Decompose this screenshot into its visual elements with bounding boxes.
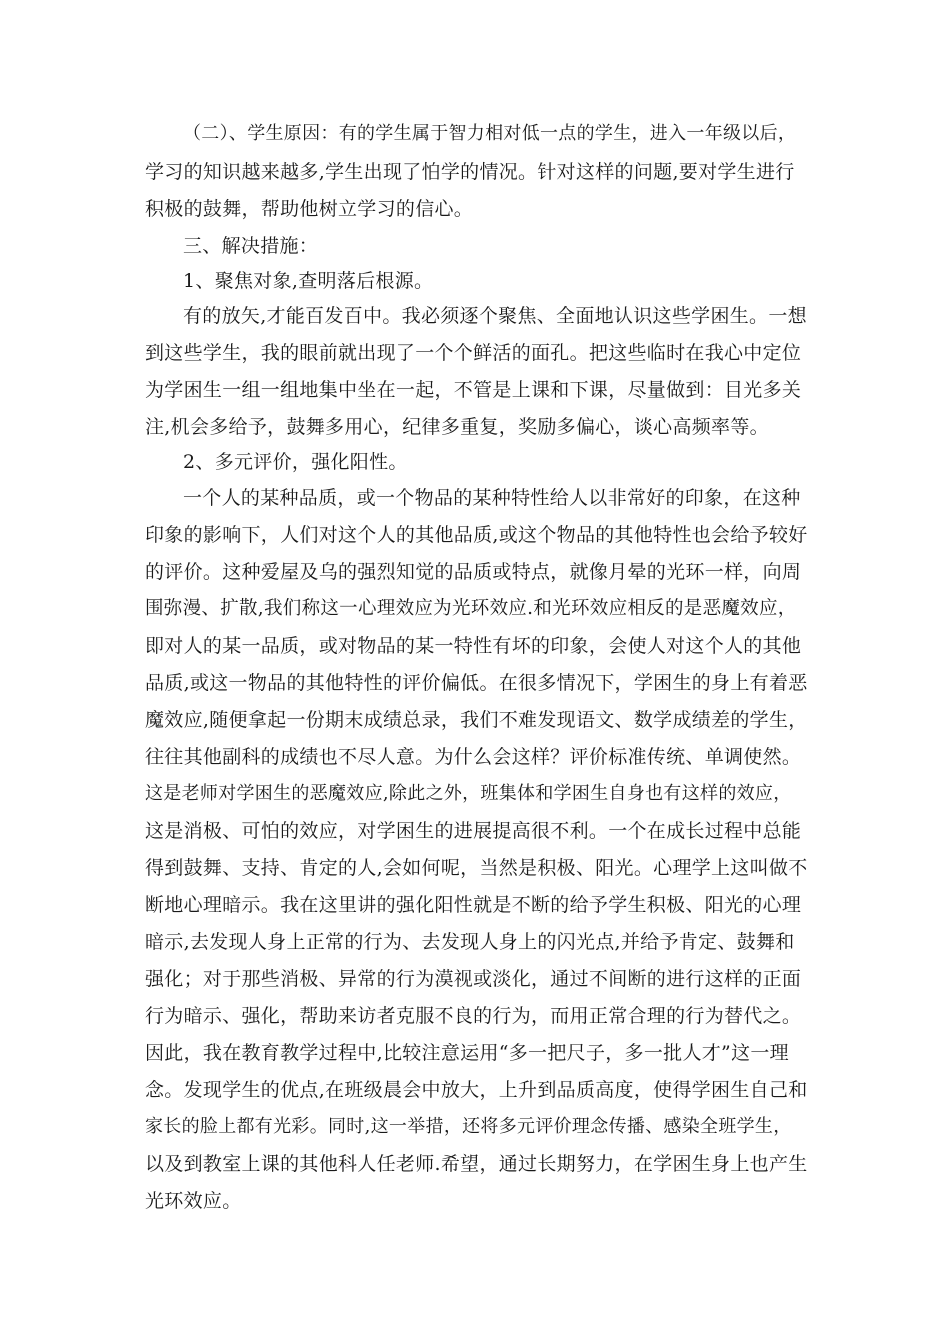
- text-line: 念。发现学生的优点,在班级晨会中放大，上升到品质高度，使得学困生自己和: [145, 1079, 808, 1101]
- text-line: 的评价。这种爱屋及乌的强烈知觉的品质或特点，就像月晕的光环一样，向周: [145, 561, 802, 583]
- text-line: 印象的影响下，人们对这个人的其他品质,或这个物品的其他特性也会给予较好: [145, 524, 808, 546]
- text-line: 魔效应,随便拿起一份期末成绩总录，我们不难发现语文、数学成绩差的学生，: [145, 709, 808, 731]
- text-line: （二）、学生原因：有的学生属于智力相对低一点的学生，进入一年级以后，: [183, 123, 797, 144]
- text-line: 这是老师对学困生的恶魔效应,除此之外，班集体和学困生自身也有这样的效应，: [145, 783, 792, 804]
- text-line: 学习的知识越来越多,学生出现了怕学的情况。针对这样的问题,要对学生进行: [145, 161, 795, 183]
- text-line: 强化；对于那些消极、异常的行为漠视或淡化，通过不间断的进行这样的正面: [145, 968, 802, 990]
- section-heading: 三、解决措施：: [183, 235, 319, 257]
- text-line: 这是消极、可怕的效应，对学困生的进展提高很不利。一个在成长过程中总能: [145, 820, 802, 842]
- text-line: 积极的鼓舞，帮助他树立学习的信心。: [145, 198, 474, 220]
- text-line: 为学困生一组一组地集中坐在一起，不管是上课和下课，尽量做到：目光多关: [145, 379, 802, 401]
- text-line: 光环效应。: [145, 1190, 242, 1212]
- text-line: 一个人的某种品质，或一个物品的某种特性给人以非常好的印象，在这种: [183, 487, 801, 509]
- text-line: 即对人的某一品质，或对物品的某一特性有坏的印象，会使人对这个人的其他: [145, 635, 802, 657]
- text-line: 暗示,去发现人身上正常的行为、去发现人身上的闪光点,并给予肯定、鼓舞和: [145, 931, 795, 953]
- text-line: 以及到教室上课的其他科人任老师.希望，通过长期努力，在学困生身上也产生: [145, 1153, 808, 1175]
- subsection-heading: 1、聚焦对象,查明落后根源。: [183, 270, 434, 292]
- text-line: 围弥漫、扩散,我们称这一心理效应为光环效应.和光环效应相反的是恶魔效应，: [145, 598, 797, 619]
- subsection-heading: 2、多元评价，强化阳性。: [183, 451, 408, 473]
- text-line: 断地心理暗示。我在这里讲的强化阳性就是不断的给予学生积极、阳光的心理: [145, 894, 802, 916]
- text-line: 有的放矢,才能百发百中。我必须逐个聚焦、全面地认识这些学困生。一想: [183, 305, 807, 327]
- text-line: 因此，我在教育教学过程中,比较注意运用“多一把尺子，多一批人才”这一理: [145, 1042, 789, 1064]
- text-line: 品质,或这一物品的其他特性的评价偏低。在很多情况下，学困生的身上有着恶: [145, 672, 808, 694]
- text-line: 到这些学生，我的眼前就出现了一个个鲜活的面孔。把这些临时在我心中定位: [145, 342, 802, 364]
- text-line: 往往其他副科的成绩也不尽人意。为什么会这样？评价标准传统、单调使然。: [145, 746, 802, 768]
- text-line: 注,机会多给予，鼓舞多用心，纪律多重复，奖励多偏心，谈心高频率等。: [145, 416, 769, 438]
- text-line: 行为暗示、强化，帮助来访者克服不良的行为，而用正常合理的行为替代之。: [145, 1005, 802, 1027]
- text-line: 得到鼓舞、支持、肯定的人,会如何呢，当然是积极、阳光。心理学上这叫做不: [145, 857, 808, 879]
- text-line: 家长的脸上都有光彩。同时,这一举措，还将多元评价理念传播、感染全班学生，: [145, 1116, 792, 1137]
